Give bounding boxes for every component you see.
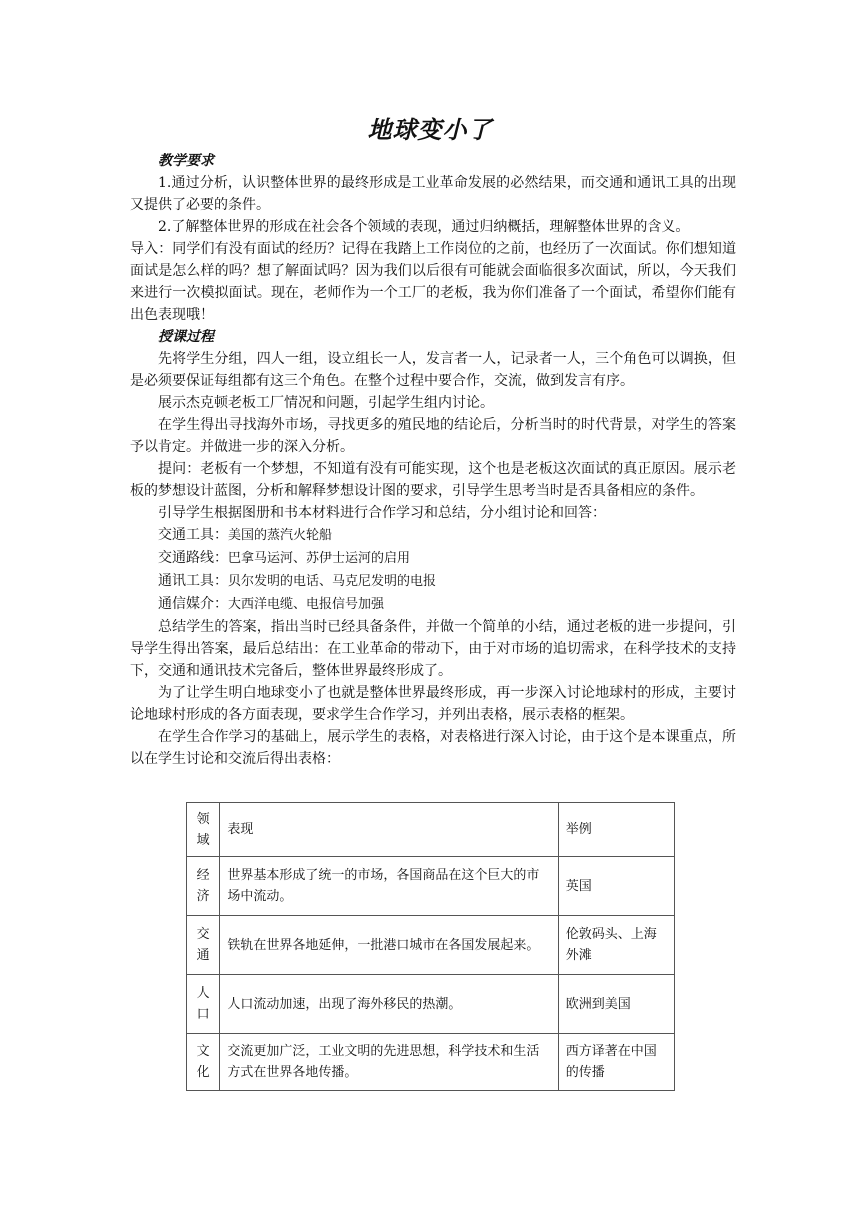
table-row [187, 916, 675, 975]
list-item [130, 524, 736, 547]
table-cell: 交通 [187, 916, 220, 975]
list-label: 交通路线： [158, 550, 228, 566]
section-heading-process: 授课过程 [158, 329, 214, 345]
list-value: 美国的蒸汽火轮船 [228, 528, 333, 543]
document-body [130, 150, 736, 770]
table-cell: 经济 [187, 857, 220, 916]
table-header-row [187, 803, 675, 857]
table-cell: 世界基本形成了统一的市场，各国商品在这个巨大的市场中流动。 [220, 857, 558, 916]
paragraph: 先将学生分组，四人一组，设立组长一人，发言者一人，记录者一人，三个角色可以调换，但是必须要保证每组都有这三个角色。在整个过程中要合作，交流，做到发言有序。 [130, 351, 736, 389]
list-value: 巴拿马运河、苏伊士运河的启用 [228, 551, 411, 566]
table-cell: 人口 [187, 975, 220, 1034]
table-row [187, 975, 675, 1034]
table-cell: 西方译著在中国的传播 [558, 1034, 674, 1091]
list-item [130, 547, 736, 570]
paragraph: 在学生得出寻找海外市场，寻找更多的殖民地的结论后，分析当时的时代背景，对学生的答案予以肯定。并做进一步的深入分析。 [130, 417, 736, 455]
table-row [187, 1034, 675, 1091]
paragraph: 引导学生根据图册和书本材料进行合作学习和总结，分小组讨论和回答： [158, 505, 606, 521]
table-cell: 英国 [558, 857, 674, 916]
intro-paragraph: 导入：同学们有没有面试的经历？记得在我踏上工作岗位的之前，也经历了一次面试。你们想知道面试是怎么样的吗？想了解面试吗？因为我们以后很有可能就会面临很多次面试，所以，今天我们来进行一次模拟面试。现在，老师作为一个工厂的老板，我为你们准备了一个面试，希望你们能有出色表现哦！ [130, 241, 736, 323]
list-label: 通讯工具： [158, 573, 228, 589]
paragraph: 总结学生的答案，指出当时已经具备条件，并做一个简单的小结，通过老板的进一步提问，引导学生得出答案，最后总结出：在工业革命的带动下，由于对市场的追切需求，在科学技术的支持下，交通和通讯技术完备后，整体世界最终形成了。 [130, 619, 736, 679]
list-label: 通信媒介： [158, 596, 228, 612]
table-cell: 文化 [187, 1034, 220, 1091]
table-cell: 人口流动加速，出现了海外移民的热潮。 [220, 975, 558, 1034]
document-title: 地球变小了 [367, 115, 493, 144]
table-row [187, 857, 675, 916]
paragraph: 展示杰克顿老板工厂情况和问题，引起学生组内讨论。 [158, 395, 494, 411]
paragraph: 提问：老板有一个梦想，不知道有没有可能实现，这个也是老板这次面试的真正原因。展示老板的梦想设计蓝图，分析和解释梦想设计图的要求，引导学生思考当时是否具备相应的条件。 [130, 461, 736, 499]
table-header-cell: 表现 [220, 803, 558, 857]
table-cell: 欧洲到美国 [558, 975, 674, 1034]
paragraph: 为了让学生明白地球变小了也就是整体世界最终形成，再一步深入讨论地球村的形成，主要讨论地球村形成的各方面表现，要求学生合作学习，并列出表格，展示表格的框架。 [130, 685, 736, 723]
table-cell: 铁轨在世界各地延伸，一批港口城市在各国发展起来。 [220, 916, 558, 975]
list-label: 交通工具： [158, 527, 228, 543]
table-header-cell: 举例 [558, 803, 674, 857]
list-item [130, 593, 736, 616]
table-header-cell: 领域 [187, 803, 220, 857]
table-cell: 伦敦码头、上海外滩 [558, 916, 674, 975]
list-value: 大西洋电缆、电报信号加强 [228, 597, 385, 612]
list-item [130, 570, 736, 593]
summary-table [186, 802, 675, 1091]
list-value: 贝尔发明的电话、马克尼发明的电报 [228, 574, 437, 589]
section-heading-requirements: 教学要求 [158, 153, 214, 169]
requirement-2: 2.了解整体世界的形成在社会各个领域的表现，通过归纳概括，理解整体世界的含义。 [158, 219, 690, 235]
requirement-1: 1.通过分析，认识整体世界的最终形成是工业革命发展的必然结果，而交通和通讯工具的出现又提供了必要的条件。 [130, 175, 736, 213]
table-cell: 交流更加广泛，工业文明的先进思想，科学技术和生活方式在世界各地传播。 [220, 1034, 558, 1091]
paragraph: 在学生合作学习的基础上，展示学生的表格，对表格进行深入讨论，由于这个是本课重点，所以在学生讨论和交流后得出表格： [130, 729, 736, 767]
